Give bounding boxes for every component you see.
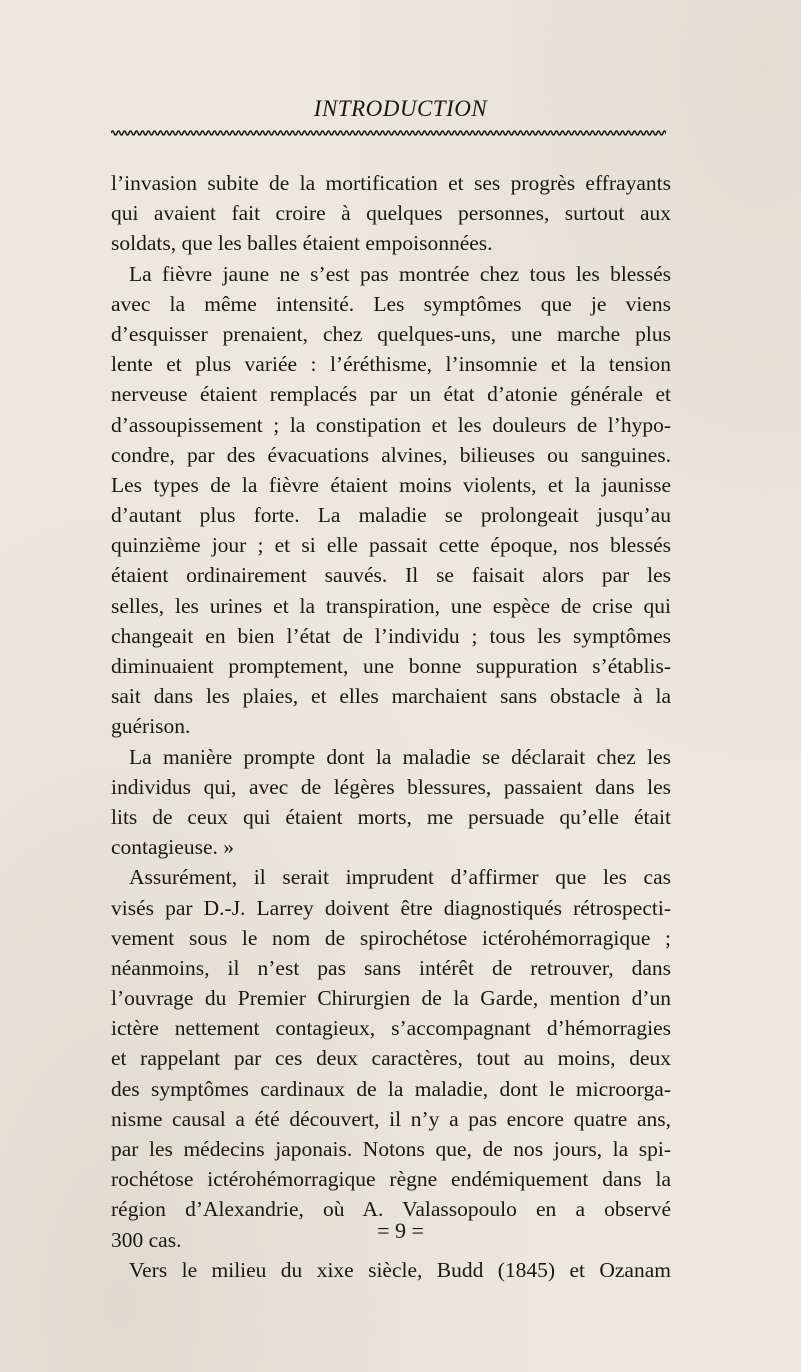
text-line: guérison. xyxy=(111,714,191,739)
text-line: selles, les urines et la transpiration, une espèce de crise qui xyxy=(111,593,671,618)
text-line: individus qui, avec de légères blessures, passaient dans les xyxy=(111,774,671,799)
text-line: sait dans les plaies, et elles marchaient sans obstacle à la xyxy=(111,684,671,709)
body-text xyxy=(111,168,671,1285)
text-line: l’invasion subite de la mortification et ses progrès effrayants xyxy=(111,171,671,195)
running-head: INTRODUCTION xyxy=(313,96,488,121)
text-line: par les médecins japonais. Notons que, de nos jours, la spi- xyxy=(111,1137,671,1161)
text-line: étaient ordinairement sauvés. Il se faisait alors par les xyxy=(111,563,671,588)
text-line: lente et plus variée : l’éréthisme, l’insomnie et la tension xyxy=(111,352,671,377)
text-line: ictère nettement contagieux, s’accompagnant d’hémorragies xyxy=(111,1016,671,1041)
text-line: nisme causal a été découvert, il n’y a pas encore quatre ans, xyxy=(111,1106,671,1131)
text-line: Vers le milieu du xixe siècle, Budd (1845) et Ozanam xyxy=(129,1257,671,1282)
text-line: néanmoins, il n’est pas sans intérêt de retrouver, dans xyxy=(111,955,671,980)
text-line: avec la même intensité. Les symptômes que je viens xyxy=(111,291,671,316)
text-line: région d’Alexandrie, où A. Valassopoulo en a observé xyxy=(111,1197,671,1222)
page-number: = 9 = xyxy=(377,1218,424,1243)
text-line: La manière prompte dont la maladie se déclarait chez les xyxy=(129,744,671,769)
text-line: lits de ceux qui étaient morts, me persuade qu’elle était xyxy=(111,804,671,829)
text-line: condre, par des évacuations alvines, bilieuses ou sanguines. xyxy=(111,442,671,467)
text-line: quinzième jour ; et si elle passait cette époque, nos blessés xyxy=(111,533,671,558)
text-line: Assurément, il serait imprudent d’affirmer que les cas xyxy=(129,865,671,890)
text-line: La fièvre jaune ne s’est pas montrée chez tous les blessés xyxy=(129,261,671,286)
text-line: rochétose ictérohémorragique règne endémiquement dans la xyxy=(111,1167,671,1192)
text-line: visés par D.-J. Larrey doivent être diagnostiqués rétrospecti- xyxy=(111,895,671,920)
text-line: des symptômes cardinaux de la maladie, dont le microorga- xyxy=(111,1076,671,1101)
text-line: d’esquisser prenaient, chez quelques-uns, une marche plus xyxy=(111,321,671,346)
text-line: qui avaient fait croire à quelques personnes, surtout aux xyxy=(111,201,671,226)
text-line: changeait en bien l’état de l’individu ; tous les symptômes xyxy=(111,623,671,648)
text-line: Les types de la fièvre étaient moins violents, et la jaunisse xyxy=(111,472,671,497)
text-line: vement sous le nom de spirochétose ictérohémorragique ; xyxy=(111,925,671,950)
text-line: et rappelant par ces deux caractères, tout au moins, deux xyxy=(111,1046,671,1071)
text-line: nerveuse étaient remplacés par un état d’atonie générale et xyxy=(111,382,671,407)
text-line: 300 cas. xyxy=(111,1227,182,1252)
text-line: diminuaient promptement, une bonne suppuration s’établis- xyxy=(111,654,671,678)
text-line: soldats, que les balles étaient empoisonnées. xyxy=(111,231,493,256)
text-line: d’autant plus forte. La maladie se prolongeait jusqu’au xyxy=(111,503,671,528)
wavy-rule xyxy=(111,128,666,138)
text-line: l’ouvrage du Premier Chirurgien de la Garde, mention d’un xyxy=(111,986,671,1011)
text-line: d’assoupissement ; la constipation et les douleurs de l’hypo- xyxy=(111,412,671,437)
text-line: contagieuse. » xyxy=(111,835,234,860)
